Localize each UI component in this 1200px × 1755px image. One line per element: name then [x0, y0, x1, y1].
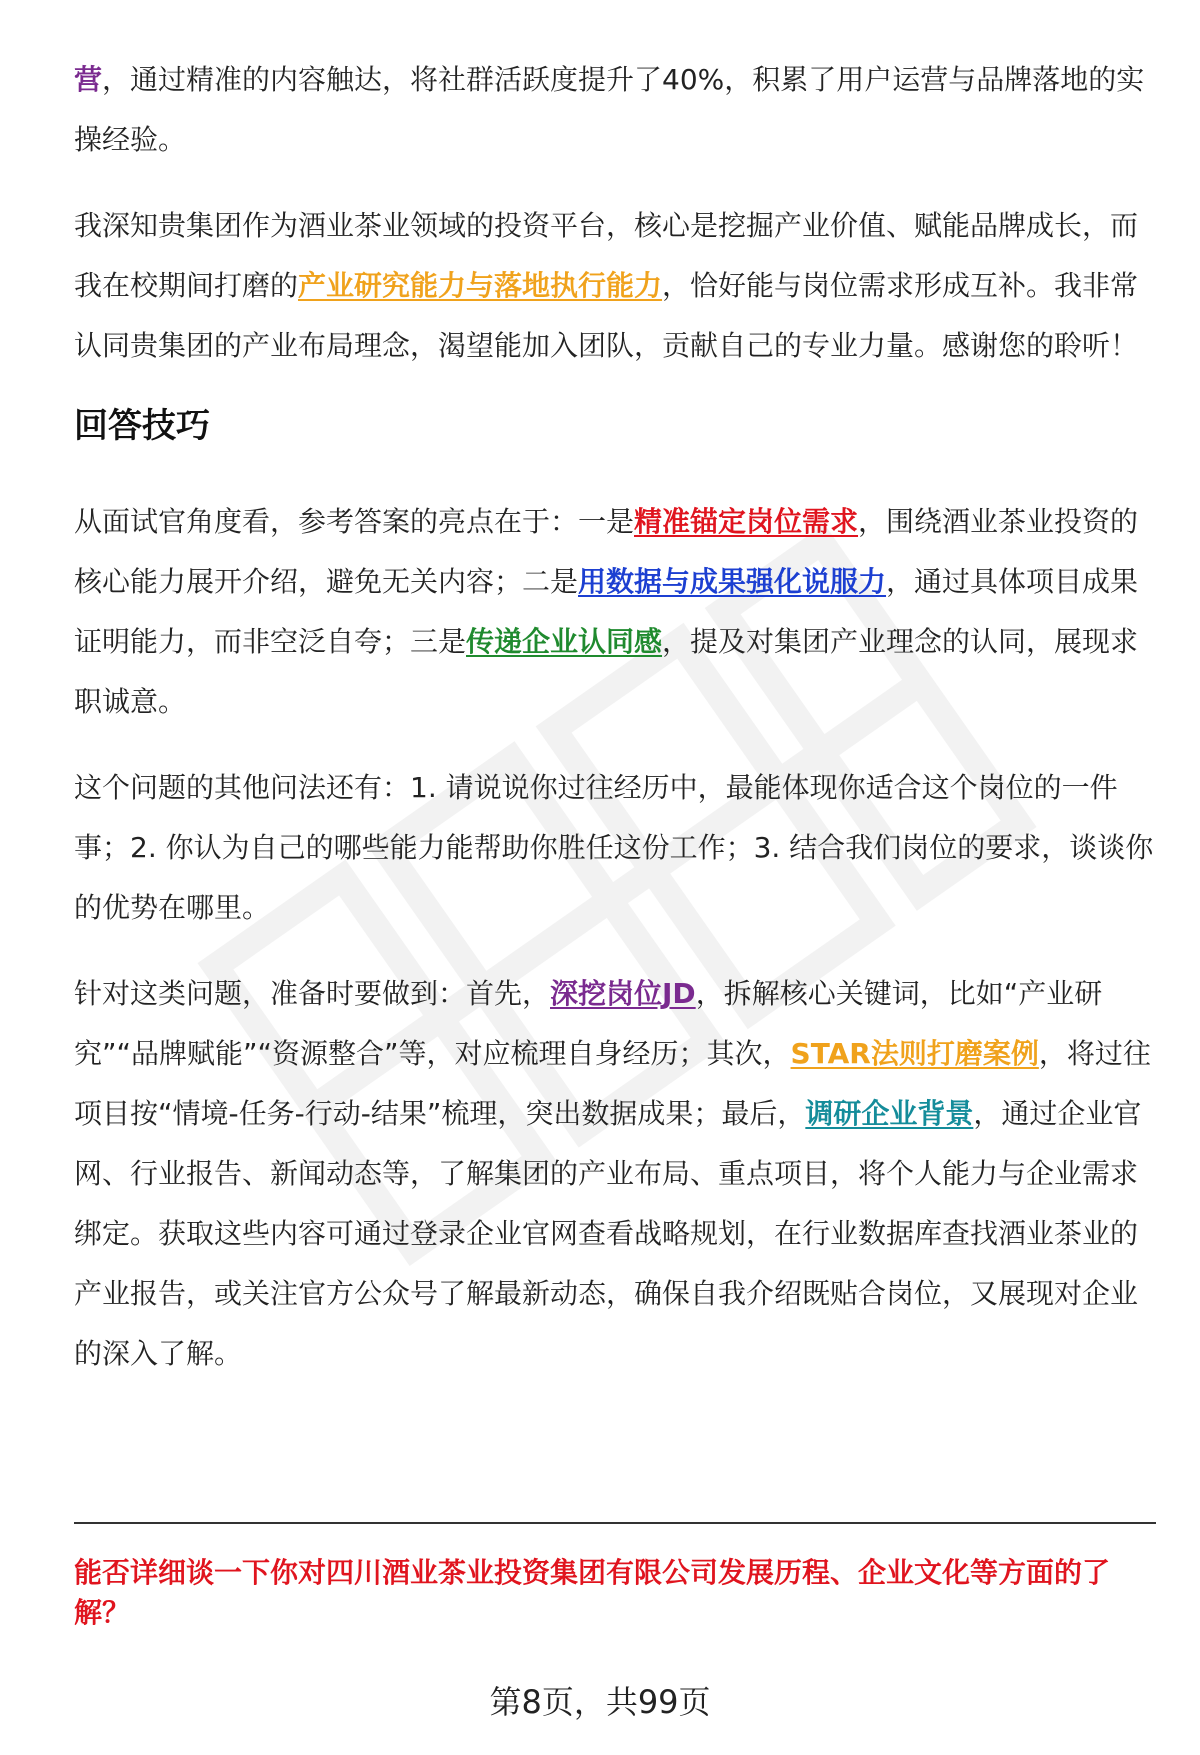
paragraph-5-text-b: ，拆解核心关键词，比如“产业研究”“品牌赋能”“资源整合”等，对应梳理自身经历；其次， — [74, 977, 1103, 1070]
highlight-data-results: 用数据与成果强化说服力 — [578, 565, 887, 598]
paragraph-3-text-d: ，提及对集团产业理念的认同，展现求职诚意。 — [74, 625, 1139, 718]
paragraph-5-text-c: ，将过往项目按“情境-任务-行动-结果”梳理，突出数据成果；最后， — [74, 1037, 1151, 1130]
paragraph-3 — [74, 492, 1154, 732]
paragraph-3-text-b: ，围绕酒业茶业投资的核心能力展开介绍，避免无关内容；二是 — [74, 505, 1139, 598]
paragraph-4: 这个问题的其他问法还有：1. 请说说你过往经历中，最能体现你适合这个岗位的一件事；2. 你认为自己的哪些能力能帮助你胜任这份工作；3. 结合我们岗位的要求，谈谈你的优势在哪里。 — [74, 771, 1154, 924]
highlight-position-needs: 精准锚定岗位需求 — [634, 505, 859, 538]
paragraph-3-text-c: ，通过具体项目成果证明能力，而非空泛自夸；三是 — [74, 565, 1139, 658]
highlight-research-ability: 产业研究能力与落地执行能力 — [298, 269, 663, 302]
paragraph-2 — [74, 196, 1154, 376]
paragraph-2-text-b: ，恰好能与岗位需求形成互补。我非常认同贵集团的产业布局理念，渴望能加入团队，贡献自己的专业力量。感谢您的聆听！ — [74, 269, 1139, 362]
paragraph-2-text-a: 我深知贵集团作为酒业茶业领域的投资平台，核心是挖掘产业价值、赋能品牌成长，而我在校期间打磨的 — [74, 209, 1139, 302]
paragraph-5 — [74, 964, 1154, 1384]
section-divider — [74, 1522, 1156, 1524]
highlight-research-company: 调研企业背景 — [805, 1097, 974, 1130]
continued-word: 营 — [74, 63, 103, 96]
highlight-job-jd: 深挖岗位JD — [550, 977, 696, 1010]
highlight-company-identity: 传递企业认同感 — [466, 625, 663, 658]
page-number: 第8页，共99页 — [489, 1683, 711, 1721]
paragraph-1-text: ，通过精准的内容触达，将社群活跃度提升了40%，积累了用户运营与品牌落地的实操经验。 — [74, 63, 1145, 156]
paragraph-1 — [74, 50, 1154, 170]
paragraph-5-text-d: ，通过企业官网、行业报告、新闻动态等，了解集团的产业布局、重点项目，将个人能力与企业需求绑定。获取这些内容可通过登录企业官网查看战略规划，在行业数据库查找酒业茶业的产业报告，或关注官方公众号了解最新动态，确保自我介绍既贴合岗位，又展现对企业的深入了解。 — [74, 1097, 1142, 1370]
paragraph-5-text-a: 针对这类问题，准备时要做到：首先， — [74, 977, 551, 1010]
section-heading: 回答技巧 — [74, 406, 210, 446]
next-question: 能否详细谈一下你对四川酒业茶业投资集团有限公司发展历程、企业文化等方面的了解？ — [74, 1556, 1111, 1629]
document-body — [74, 50, 1154, 1410]
paragraph-3-text-a: 从面试官角度看，参考答案的亮点在于：一是 — [74, 505, 635, 538]
highlight-star-method: STAR法则打磨案例 — [790, 1037, 1039, 1070]
